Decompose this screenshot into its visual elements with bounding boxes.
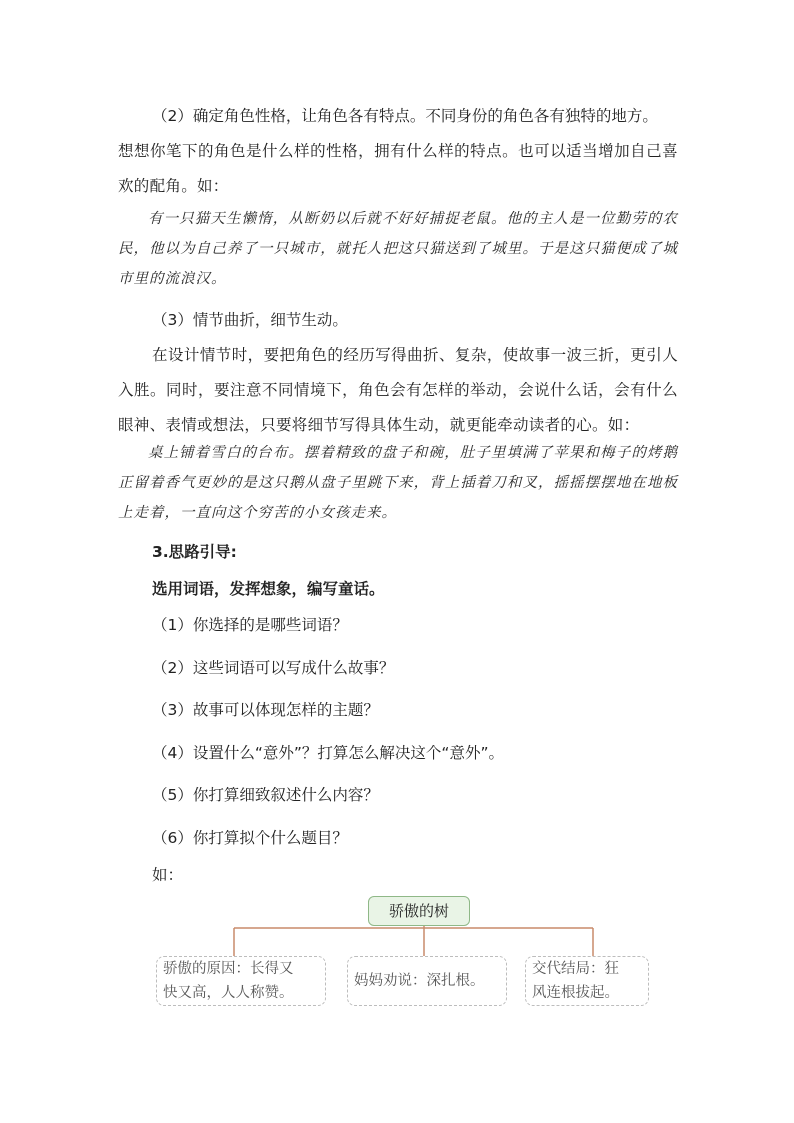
guide-question-list <box>152 604 678 859</box>
diagram-leaf-reason <box>156 956 326 1006</box>
leaf-text-line: 风连根拔起。 <box>532 985 619 1001</box>
section3-body: 在设计情节时，要把角色的经历写得曲折、复杂，使故事一波三折，更引人入胜。同时，要注意不同情境下，角色会有怎样的举动，会说什么话，会有什么眼神、表情或想法，只要将细节写得具体生动，就更能牵动读者的心。如： <box>118 346 678 434</box>
leaf-text-line: 交代结局：狂 <box>532 961 619 977</box>
guide-title: 3.思路引导: <box>152 543 237 561</box>
section3-heading: （3）情节曲折，细节生动。 <box>152 311 348 329</box>
leaf-text-line: 妈妈劝说：深扎根。 <box>354 973 485 989</box>
guide-question: （1）你选择的是哪些词语？ <box>152 616 348 634</box>
guide-question: （4）设置什么“意外”？打算怎么解决这个“意外”。 <box>152 743 504 762</box>
leaf-text-line: 快又高，人人称赞。 <box>163 985 294 1001</box>
guide-subtitle: 选用词语，发挥想象，编写童话。 <box>152 580 385 598</box>
concept-diagram <box>150 890 660 1020</box>
section3-example: 桌上铺着雪白的台布。摆着精致的盘子和碗，肚子里填满了苹果和梅子的烤鹅正留着香气更妙的是这只鹅从盘子里跳下来，背上插着刀和叉，摇摇摆摆地在地板上走着，一直向这个穷苦的小女孩走来。 <box>118 445 678 521</box>
section2-heading: （2）确定角色性格，让角色各有特点。不同身份的角色各有独特的地方。 <box>152 107 658 125</box>
guide-question: （3）故事可以体现怎样的主题？ <box>152 701 379 719</box>
section2-body: 想想你笔下的角色是什么样的性格，拥有什么样的特点。也可以适当增加自己喜欢的配角。如： <box>118 142 678 195</box>
section2-example: 有一只猫天生懒惰，从断奶以后就不好好捕捉老鼠。他的主人是一位勤劳的农民，他以为自己养了一只城市，就托人把这只猫送到了城里。于是这只猫便成了城市里的流浪汉。 <box>118 211 678 287</box>
diagram-leaf-ending <box>525 956 649 1006</box>
diagram-leaf-advice <box>347 956 507 1006</box>
guide-question: （6）你打算拟个什么题目？ <box>152 828 348 847</box>
leaf-text-line: 骄傲的原因：长得又 <box>163 961 294 977</box>
example-label: 如： <box>152 866 184 884</box>
guide-question: （5）你打算细致叙述什么内容？ <box>152 786 379 804</box>
diagram-root-node: 骄傲的树 <box>368 896 470 926</box>
guide-question: （2）这些词语可以写成什么故事？ <box>152 658 395 677</box>
